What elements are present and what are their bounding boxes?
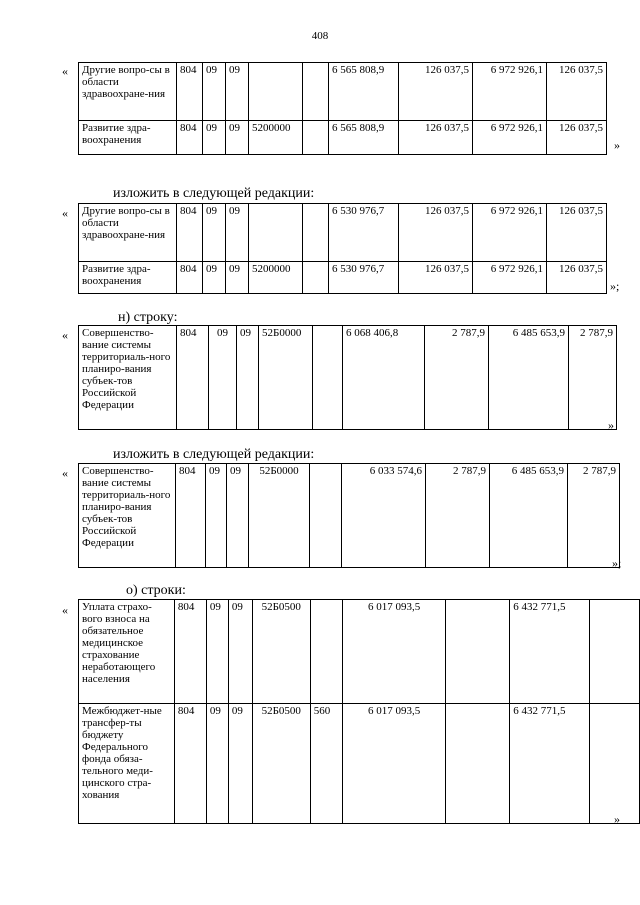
- value-4: 126 037,5: [547, 262, 607, 294]
- row-name: Другие вопро-сы в области здравоохране-ния: [79, 204, 177, 262]
- code-target: 52Б0000: [259, 326, 313, 430]
- value-4: [590, 600, 640, 704]
- budget-table-1: [78, 62, 607, 155]
- value-1: 6 017 093,5: [342, 600, 446, 704]
- heading-lines-o: о) строки:: [126, 583, 186, 598]
- code-section: 09: [206, 704, 228, 824]
- code-expense: [303, 262, 329, 294]
- value-3: 6 972 926,1: [473, 204, 547, 262]
- code-target: 52Б0500: [252, 600, 310, 704]
- table-row: [79, 63, 607, 121]
- heading-line-n: н) строку:: [118, 310, 178, 325]
- quote-close-5: »: [614, 812, 620, 826]
- quote-close-4: »;: [612, 556, 622, 570]
- code-expense: [310, 464, 342, 568]
- quote-open-3: «: [62, 328, 68, 342]
- row-name: Совершенство-вание системы территориаль-ного планиро-вания субъек-тов Российской Федерации: [79, 464, 176, 568]
- quote-close-3: »: [608, 418, 614, 432]
- code-ministry: 804: [174, 600, 206, 704]
- heading-new-edition-2: изложить в следующей редакции:: [113, 447, 315, 462]
- value-4: 126 037,5: [547, 121, 607, 155]
- value-3: 6 485 653,9: [490, 464, 568, 568]
- code-subsection: 09: [227, 464, 249, 568]
- table-row: [79, 121, 607, 155]
- code-section: 09: [203, 204, 226, 262]
- code-ministry: 804: [177, 204, 203, 262]
- code-ministry: 804: [177, 262, 203, 294]
- code-expense: [303, 121, 329, 155]
- code-target: 52Б0000: [249, 464, 310, 568]
- value-4: 2 787,9: [568, 464, 620, 568]
- quote-open-4: «: [62, 466, 68, 480]
- row-name: Другие вопро-сы в области здравоохране-ния: [79, 63, 177, 121]
- code-subsection: 09: [226, 121, 249, 155]
- code-expense: [310, 600, 342, 704]
- value-2: [446, 600, 510, 704]
- value-4: 126 037,5: [547, 204, 607, 262]
- value-1: 6 033 574,6: [342, 464, 426, 568]
- value-1: 6 565 808,9: [329, 121, 399, 155]
- row-name: Совершенство-вание системы территориаль-ного планиро-вания субъек-тов Российской Федерации: [79, 326, 177, 430]
- budget-table-3: [78, 325, 617, 430]
- code-target: 5200000: [249, 262, 303, 294]
- code-section: 09: [203, 121, 226, 155]
- code-target: 52Б0500: [252, 704, 310, 824]
- quote-open-5: «: [62, 603, 68, 617]
- code-expense: [313, 326, 343, 430]
- table-row: [79, 464, 620, 568]
- code-subsection: 09: [226, 262, 249, 294]
- value-3: 6 972 926,1: [473, 63, 547, 121]
- quote-open-2: «: [62, 206, 68, 220]
- value-2: 126 037,5: [399, 204, 473, 262]
- value-2: 126 037,5: [399, 63, 473, 121]
- budget-table-4: [78, 463, 620, 568]
- value-4: [590, 704, 640, 824]
- quote-close-2: »;: [610, 279, 620, 293]
- code-section: 09: [203, 63, 226, 121]
- value-3: 6 972 926,1: [473, 121, 547, 155]
- code-target: [249, 204, 303, 262]
- value-2: [446, 704, 510, 824]
- value-1: 6 068 406,8: [343, 326, 425, 430]
- code-expense: 560: [310, 704, 342, 824]
- row-name: Уплата страхо-вого взноса на обязательное медицинское страхование неработающего населения: [79, 600, 175, 704]
- code-subsection: 09: [228, 704, 252, 824]
- heading-new-edition-1: изложить в следующей редакции:: [113, 186, 315, 201]
- code-section: 09: [209, 326, 237, 430]
- code-subsection: 09: [228, 600, 252, 704]
- code-subsection: 09: [226, 63, 249, 121]
- value-2: 2 787,9: [426, 464, 490, 568]
- value-3: 6 432 771,5: [510, 704, 590, 824]
- code-section: 09: [206, 464, 227, 568]
- code-expense: [303, 63, 329, 121]
- row-name: Межбюджет-ные трансфер-ты бюджету Федерального фонда обяза-тельного меди-цинского стра-хования: [79, 704, 175, 824]
- value-2: 126 037,5: [399, 121, 473, 155]
- code-ministry: 804: [177, 121, 203, 155]
- page-number: 408: [311, 30, 329, 42]
- budget-table-2: [78, 203, 607, 294]
- value-2: 2 787,9: [425, 326, 489, 430]
- row-name: Развитие здра-воохранения: [79, 262, 177, 294]
- code-ministry: 804: [177, 326, 209, 430]
- table-row: [79, 326, 617, 430]
- value-1: 6 530 976,7: [329, 262, 399, 294]
- code-target: [249, 63, 303, 121]
- value-1: 6 017 093,5: [342, 704, 446, 824]
- table-row: [79, 704, 640, 824]
- code-ministry: 804: [177, 63, 203, 121]
- value-4: 126 037,5: [547, 63, 607, 121]
- table-row: [79, 600, 640, 704]
- code-section: 09: [203, 262, 226, 294]
- value-3: 6 432 771,5: [510, 600, 590, 704]
- value-1: 6 530 976,7: [329, 204, 399, 262]
- code-ministry: 804: [176, 464, 206, 568]
- value-3: 6 972 926,1: [473, 262, 547, 294]
- value-2: 126 037,5: [399, 262, 473, 294]
- quote-close-1: »: [614, 138, 620, 152]
- code-target: 5200000: [249, 121, 303, 155]
- row-name: Развитие здра-воохранения: [79, 121, 177, 155]
- table-row: [79, 204, 607, 262]
- budget-table-5: [78, 599, 640, 824]
- code-subsection: 09: [226, 204, 249, 262]
- code-ministry: 804: [174, 704, 206, 824]
- code-expense: [303, 204, 329, 262]
- value-1: 6 565 808,9: [329, 63, 399, 121]
- code-subsection: 09: [237, 326, 259, 430]
- quote-open-1: «: [62, 64, 68, 78]
- table-row: [79, 262, 607, 294]
- code-section: 09: [206, 600, 228, 704]
- value-4: 2 787,9: [569, 326, 617, 430]
- value-3: 6 485 653,9: [489, 326, 569, 430]
